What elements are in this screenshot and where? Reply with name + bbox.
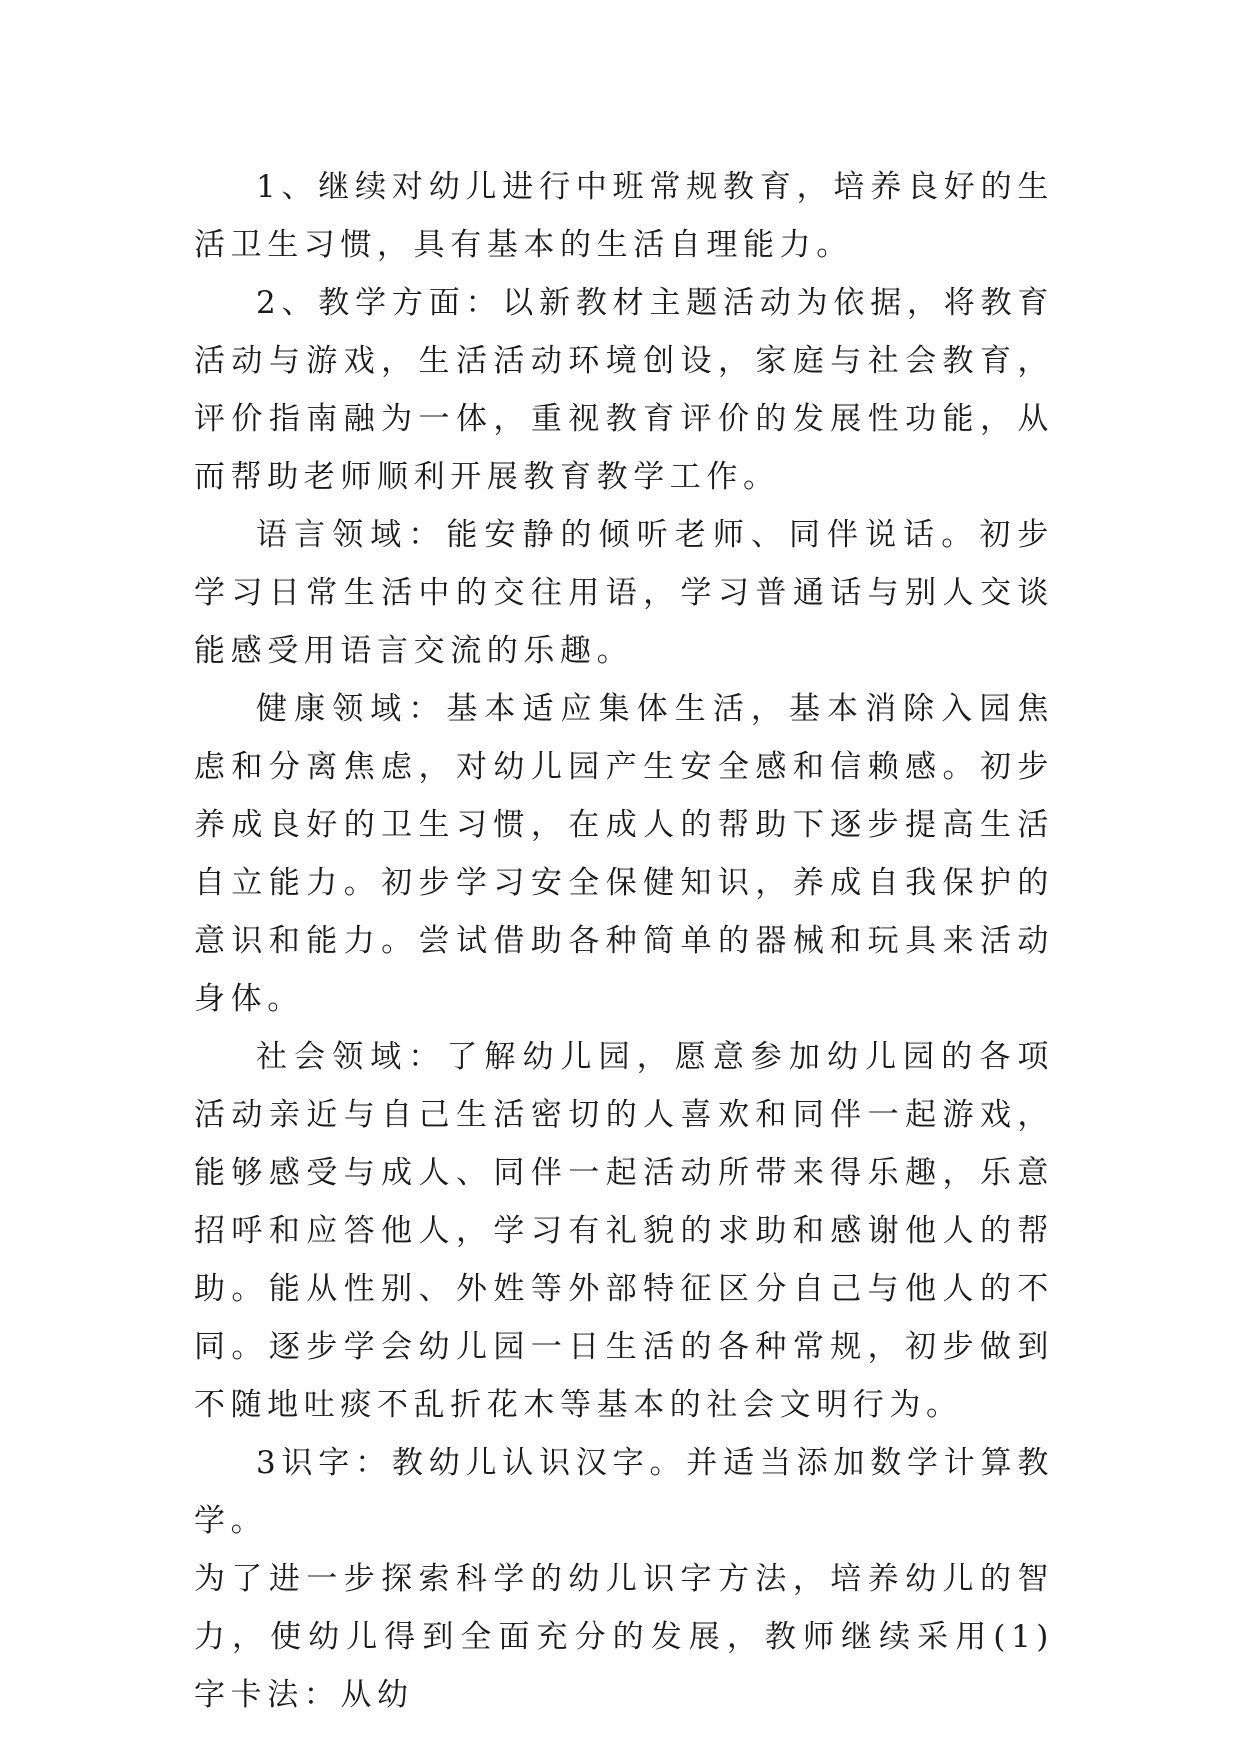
document-body [194, 158, 1054, 1724]
paragraph-literacy-method: 为了进一步探索科学的幼儿识字方法，培养幼儿的智力，使幼儿得到全面充分的发展，教师继续采用(1)字卡法：从幼 [194, 1561, 1054, 1713]
paragraph-health-domain: 健康领域：基本适应集体生活，基本消除入园焦虑和分离焦虑，对幼儿园产生安全感和信赖感。初步养成良好的卫生习惯，在成人的帮助下逐步提高生活自立能力。初步学习安全保健知识，养成自我保护的意识和能力。尝试借助各种简单的器械和玩具来活动身体。 [194, 691, 1054, 1017]
paragraph-teaching: 2、教学方面：以新教材主题活动为依据，将教育活动与游戏，生活活动环境创设，家庭与社会教育，评价指南融为一体，重视教育评价的发展性功能，从而帮助老师顺利开展教育教学工作。 [194, 285, 1054, 495]
paragraph-literacy: 3识字：教幼儿认识汉字。并适当添加数学计算教学。 [194, 1445, 1054, 1539]
paragraph-language-domain: 语言领域：能安静的倾听老师、同伴说话。初步学习日常生活中的交往用语，学习普通话与别人交谈能感受用语言交流的乐趣。 [194, 517, 1054, 669]
paragraph-routine-education: 1、继续对幼儿进行中班常规教育，培养良好的生活卫生习惯，具有基本的生活自理能力。 [194, 169, 1054, 263]
paragraph-social-domain: 社会领域：了解幼儿园，愿意参加幼儿园的各项活动亲近与自己生活密切的人喜欢和同伴一起游戏，能够感受与成人、同伴一起活动所带来得乐趣，乐意招呼和应答他人，学习有礼貌的求助和感谢他人的帮助。能从性别、外姓等外部特征区分自己与他人的不同。逐步学会幼儿园一日生活的各种常规，初步做到不随地吐痰不乱折花木等基本的社会文明行为。 [194, 1039, 1054, 1423]
